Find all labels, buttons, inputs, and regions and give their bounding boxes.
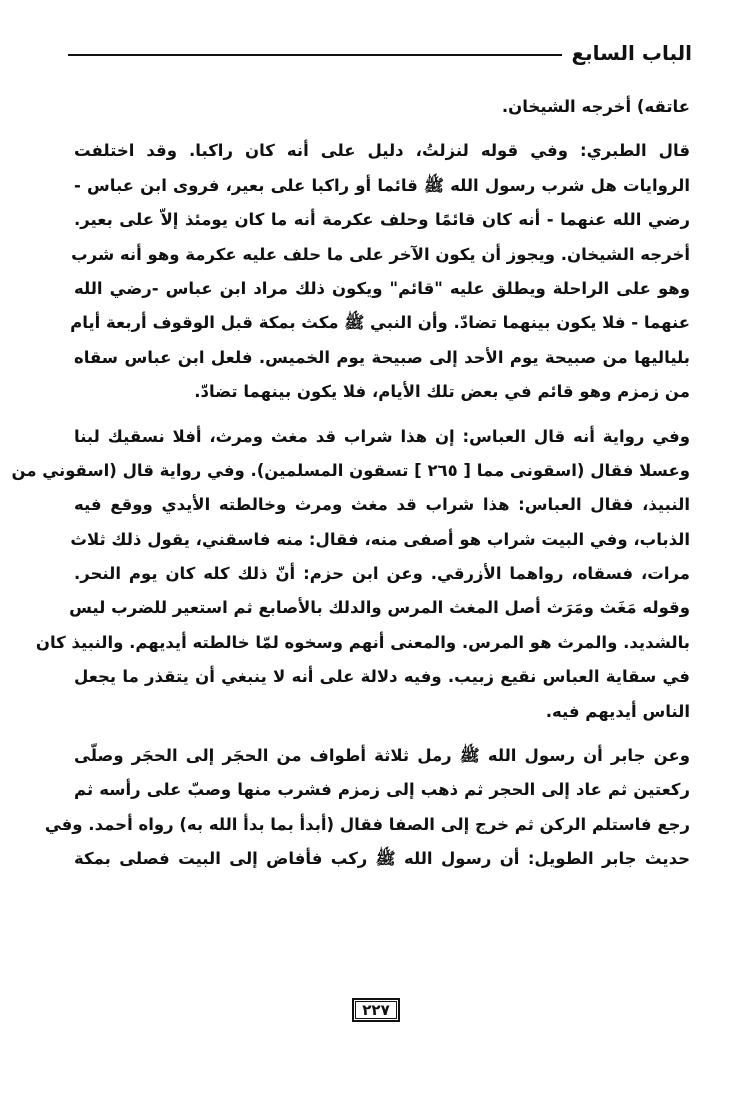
text-line: مرات، فسقاه، رواهما الأزرقي. وعن ابن حزم: أنّ ذلك كله كان يوم النحر. [74, 564, 690, 584]
text-line: رضي الله عنهما - أنه كان قائمًا وحلف عكرمة أنه ما كان يومئذ إلاّ على بعير. [74, 210, 690, 230]
paragraph-gap [74, 124, 690, 134]
text-line: وهو على الراحلة ويطلق عليه "قائم" ويكون ذلك مراد ابن عباس -رضي الله [74, 278, 690, 298]
paragraph-gap [74, 729, 690, 739]
text-line: بلياليها من صبيحة يوم الأحد إلى صبيحة يوم الخميس. فلعل ابن عباس سقاه [74, 347, 690, 367]
text-line: قال الطبري: وفي قوله لنزلتُ، دليل على أنه كان راكبا. وقد اختلفت [74, 141, 690, 161]
paragraph [11, 420, 690, 730]
text-line: من زمزم وهو قائم في بعض تلك الأيام، فلا يكون بينهما تضادّ. [194, 382, 690, 402]
text-line: عنهما - فلا يكون بينهما تضادّ. وأن النبي ﷺ مكث بمكة قبل الوقوف أربعة أيام [70, 313, 690, 333]
text-line: في سقاية العباس نقيع زبيب. وفيه دلالة على أنه لا ينبغي أن يتقذر ما يجعل [74, 667, 690, 687]
text-line: الذباب، وفي البيت شراب هو أصفى منه، فقال: منه فاسقني، يقول ذلك ثلاث [70, 529, 690, 549]
text-line: وقوله مَغَث ومَرَث أصل المغث المرس والدلك بالأصابع ثم استعير للضرب ليس [69, 598, 690, 618]
chapter-title: الباب السابع [571, 41, 692, 65]
paragraph [74, 90, 690, 124]
text-line: بالشديد. والمرث هو المرس. والمعنى أنهم وسخوه لمّا خالطته أيديهم. والنبيذ كان [35, 632, 690, 652]
text-line: رجع فاستلم الركن ثم خرج إلى الصفا فقال (أبدأ بما بدأ الله به) رواه أحمد. وفي [44, 814, 690, 834]
text-line: أخرجه الشيخان. ويجوز أن يكون الآخر على ما حلف عليه عكرمة وهو أنه شرب [71, 244, 690, 264]
header-rule [68, 54, 562, 56]
paragraph [70, 134, 690, 409]
text-line: وعسلا فقال (اسقونى مما [ ٢٦٥ ] تسقون المسلمين). وفي رواية قال (اسقوني من [11, 460, 690, 480]
text-line: عاتقه) أخرجه الشيخان. [501, 97, 690, 116]
text-line: ركعتين ثم عاد إلى الحجر ثم ذهب إلى زمزم فشرب منها وصبّ على رأسه ثم [74, 780, 690, 800]
text-line: وفي رواية أنه قال العباس: إن هذا شراب قد مغث ومرث، أفلا نسقيك لبنا [74, 426, 690, 446]
text-line: حديث جابر الطويل: أن رسول الله ﷺ ركب فأفاض إلى البيت فصلى بمكة [74, 849, 690, 869]
running-header [68, 38, 692, 68]
text-line: وعن جابر أن رسول الله ﷺ رمل ثلاثة أطواف من الحجَر إلى الحجَر وصلّى [74, 746, 690, 766]
paragraph [44, 739, 690, 877]
page-number: ٢٢٧ [352, 998, 400, 1022]
paragraph-gap [74, 410, 690, 420]
text-line: الروايات هل شرب رسول الله ﷺ قائما أو راكبا على بعير، فروى ابن عباس - [74, 175, 690, 195]
text-line: النبيذ، فقال العباس: هذا شراب قد مغث ومرث وخالطته الأيدي ووقع فيه [74, 495, 690, 515]
text-line: الناس أيديهم فيه. [545, 701, 690, 721]
body-text [11, 90, 690, 877]
